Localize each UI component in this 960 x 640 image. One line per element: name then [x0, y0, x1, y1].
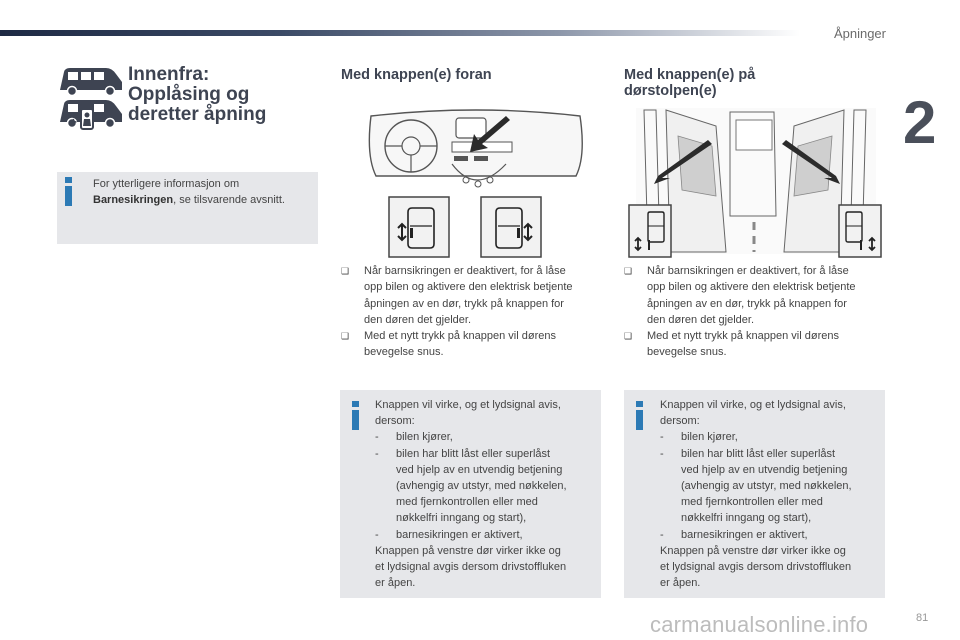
left-door-button-icon [388, 196, 450, 263]
pillar-buttons-heading: Med knappen(e) på dørstolpen(e) [624, 67, 756, 99]
pillar-buttons-instructions: ❑ Når barnsikringen er deaktivert, for å låse opp bilen og aktivere den elektrisk betjente åpningen av en dør, trykk på knappen for den døren det gjelder. ❑ Med et nytt trykk på knappen vil dørens bevegelse snus. [624, 265, 856, 359]
front-buttons-instructions: ❑ Når barnsikringen er deaktivert, for å låse opp bilen og aktivere den elektrisk betjente åpningen av en dør, trykk på knappen for den døren det gjelder. ❑ Med et nytt trykk på knappen vil dørens bevegelse snus. [341, 265, 573, 359]
header-bar [0, 30, 800, 36]
page-number: 81 [916, 612, 929, 624]
info-box-child-lock: For ytterligere informasjon om Barnesikringen, se tilsvarende avsnitt. [57, 172, 318, 244]
link-barnesikringen: Barnesikringen [93, 194, 174, 207]
page-title: Innenfra: Opplåsing og deretter åpning [128, 64, 267, 125]
bullet-marker: ❑ [341, 266, 350, 276]
bullet-marker: ❑ [624, 331, 633, 342]
info-icon [352, 410, 359, 430]
bullet-marker: ❑ [624, 266, 633, 276]
info-icon [65, 186, 72, 206]
left-pillar-button-icon [628, 204, 672, 263]
section-title: Åpninger [833, 26, 886, 41]
dashboard-illustration [366, 106, 586, 201]
svg-text:+: + [70, 115, 78, 129]
bullet-marker: ❑ [341, 331, 350, 342]
child-lock-van-icon [56, 64, 124, 135]
info-icon [636, 410, 643, 430]
watermark: carmanualsonline.info [650, 612, 869, 637]
right-door-button-icon [480, 196, 542, 263]
note-box-pillar: Knappen vil virke, og et lydsignal avis, dersom: - bilen kjører, - bilen har blitt låst eller superlåst ved hjelp av en utvendig betjening (avhengig av utstyr, med nøkkelen, med fjernkontrollen eller med nøkkelfri inngang og start), - barnesikringen er aktivert, Knappen på venstre dør virker ikke og et lydsignal avgis dersom drivstoffluken er åpen. [624, 390, 885, 598]
chapter-number: 2 [903, 89, 937, 156]
right-pillar-button-icon [838, 204, 882, 263]
front-buttons-heading: Med knappen(e) foran [341, 67, 492, 83]
note-box-front: Knappen vil virke, og et lydsignal avis, dersom: - bilen kjører, - bilen har blitt låst eller superlåst ved hjelp av en utvendig betjening (avhengig av utstyr, med nøkkelen, med fjernkontrollen eller med nøkkelfri inngang og start), - barnesikringen er aktivert, Knappen på venstre dør virker ikke og et lydsignal avgis dersom drivstoffluken er åpen. [340, 390, 601, 598]
